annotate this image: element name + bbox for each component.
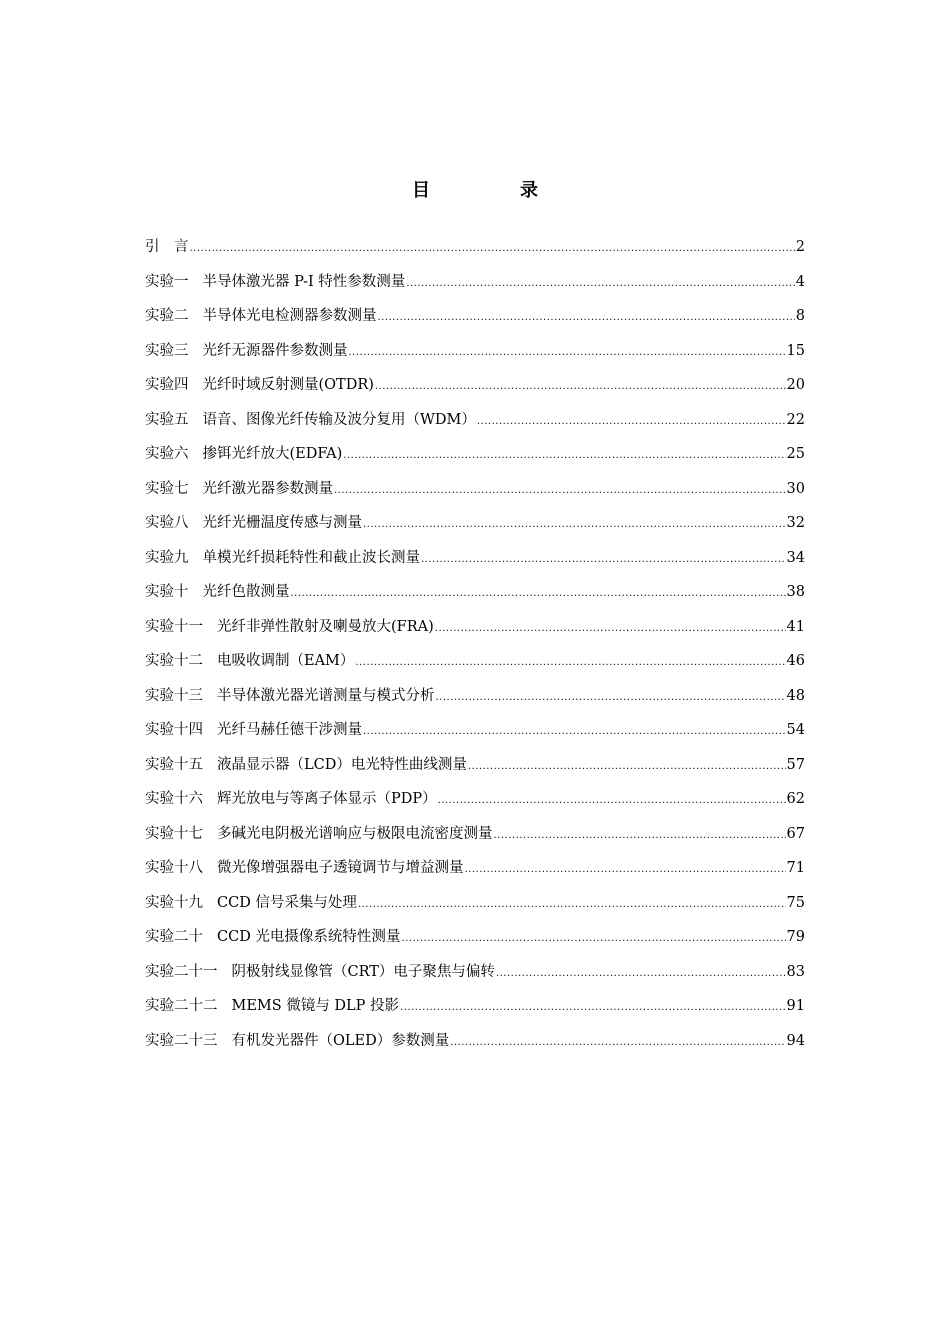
toc-entry-page-number: 41 (786, 618, 805, 635)
toc-entry[interactable] (145, 788, 805, 823)
toc-entry-number: 实验二 (145, 308, 189, 324)
toc-entry-title: 微光像增强器电子透镜调节与增益测量 (217, 860, 464, 876)
toc-entry-label (145, 685, 435, 707)
toc-entry-label (145, 1030, 449, 1052)
toc-entry[interactable] (145, 926, 805, 961)
toc-entry[interactable] (145, 961, 805, 996)
toc-entry-page-number: 22 (786, 411, 805, 428)
title-right-char: 录 (520, 180, 538, 201)
toc-entry-number: 实验二十一 (145, 963, 218, 980)
dot-leader (468, 756, 786, 778)
toc-entry-title: 光纤时域反射测量(OTDR) (202, 377, 374, 393)
toc-entry[interactable] (145, 305, 805, 340)
toc-entry-number: 实验五 (145, 411, 189, 428)
toc-entry-title: 语音、图像光纤传输及波分复用（WDM） (202, 411, 476, 428)
toc-entry-number: 实验十七 (145, 825, 203, 842)
dot-leader (355, 652, 785, 674)
toc-entry-label (145, 547, 420, 569)
toc-entry-label (145, 374, 374, 396)
dot-leader (421, 549, 786, 571)
toc-entry[interactable] (145, 892, 805, 927)
toc-entry-label (145, 650, 354, 672)
toc-entry[interactable] (145, 616, 805, 651)
dot-leader (363, 514, 786, 536)
toc-entry-number: 实验十八 (145, 860, 203, 876)
toc-entry-label (145, 857, 464, 879)
toc-entry-title: 液晶显示器（LCD）电光特性曲线测量 (217, 756, 467, 773)
toc-entry-title: 光纤光栅温度传感与测量 (202, 515, 362, 531)
toc-entry[interactable] (145, 374, 805, 409)
toc-entry-title: 阴极射线显像管（CRT）电子聚焦与偏转 (231, 963, 495, 980)
toc-entry[interactable] (145, 236, 805, 271)
toc-entry[interactable] (145, 443, 805, 478)
toc-entry[interactable] (145, 512, 805, 547)
toc-entry-label (145, 478, 333, 500)
toc-entry-title: 光纤无源器件参数测量 (202, 342, 348, 359)
toc-entry-page-number: 46 (786, 653, 805, 669)
dot-leader (401, 928, 785, 950)
toc-entry-label (145, 823, 493, 845)
toc-entry-page-number: 30 (786, 480, 805, 497)
toc-entry-page-number: 79 (786, 929, 805, 945)
toc-entry[interactable] (145, 857, 805, 892)
toc-entry-title: 半导体激光器 P-I 特性参数测量 (202, 273, 406, 290)
dot-leader (334, 480, 786, 502)
dot-leader (190, 238, 795, 260)
dot-leader (400, 997, 785, 1019)
toc-entry-title: 半导体激光器光谱测量与模式分析 (217, 687, 435, 704)
toc-entry[interactable] (145, 995, 805, 1030)
toc-entry-number: 实验四 (145, 377, 189, 393)
toc-entry[interactable] (145, 409, 805, 444)
toc-entry-page-number: 34 (786, 549, 805, 566)
dot-leader (494, 825, 786, 847)
toc-entry-title: 有机发光器件（OLED）参数测量 (231, 1032, 450, 1049)
dot-leader (406, 273, 794, 295)
toc-entry-label (145, 512, 362, 534)
toc-entry[interactable] (145, 685, 805, 720)
toc-entry-number: 实验十五 (145, 756, 203, 773)
toc-entry-title: 光纤色散测量 (202, 584, 290, 600)
toc-entry-number: 实验六 (145, 446, 189, 462)
toc-entry-page-number: 4 (795, 273, 805, 290)
toc-entry-page-number: 32 (786, 515, 805, 531)
dot-leader (291, 583, 786, 605)
toc-entry[interactable] (145, 581, 805, 616)
toc-entry-page-number: 57 (786, 756, 805, 773)
toc-entry-number: 引 言 (145, 239, 189, 255)
toc-entry-label (145, 719, 362, 741)
toc-entry-page-number: 62 (786, 791, 805, 807)
toc-entry-title: 光纤非弹性散射及喇曼放大(FRA) (217, 618, 434, 635)
dot-leader (438, 790, 786, 812)
toc-entry-number: 实验一 (145, 273, 189, 290)
toc-entry-title: 辉光放电与等离子体显示（PDP） (217, 791, 437, 807)
toc-entry[interactable] (145, 478, 805, 513)
toc-entry-page-number: 25 (786, 446, 805, 462)
dot-leader (349, 342, 786, 364)
toc-entry-label (145, 892, 357, 914)
toc-entry[interactable] (145, 340, 805, 375)
toc-entry-number: 实验七 (145, 480, 189, 497)
toc-entry-number: 实验三 (145, 342, 189, 359)
toc-entry[interactable] (145, 650, 805, 685)
toc-entry[interactable] (145, 719, 805, 754)
toc-entry-label (145, 409, 476, 431)
toc-entry-label (145, 271, 405, 293)
toc-entry-title: 电吸收调制（EAM） (217, 653, 355, 669)
toc-entry-title: 光纤马赫任德干涉测量 (217, 722, 362, 738)
toc-entry-label (145, 236, 189, 258)
table-of-contents (145, 236, 805, 1064)
toc-entry-number: 实验二十 (145, 929, 203, 945)
toc-entry-title: 多碱光电阴极光谱响应与极限电流密度测量 (217, 825, 493, 842)
toc-entry-page-number: 8 (795, 308, 805, 324)
toc-entry-label (145, 926, 400, 948)
toc-entry-label (145, 616, 434, 638)
dot-leader (363, 721, 786, 743)
toc-entry[interactable] (145, 823, 805, 858)
toc-entry-page-number: 54 (786, 722, 805, 738)
toc-entry-label (145, 443, 342, 465)
toc-entry-page-number: 75 (786, 894, 805, 911)
toc-entry-title: 掺铒光纤放大(EDFA) (202, 446, 343, 462)
dot-leader (496, 963, 786, 985)
toc-entry-number: 实验十九 (145, 894, 203, 911)
dot-leader (450, 1032, 785, 1054)
toc-entry-number: 实验十三 (145, 687, 203, 704)
toc-entry-title: CCD 光电摄像系统特性测量 (217, 929, 401, 945)
toc-entry[interactable] (145, 271, 805, 306)
toc-entry-title: 半导体光电检测器参数测量 (202, 308, 377, 324)
toc-entry-page-number: 2 (795, 239, 805, 255)
toc-entry-page-number: 15 (786, 342, 805, 359)
toc-entry-page-number: 48 (786, 687, 805, 704)
toc-entry-number: 实验十一 (145, 618, 203, 635)
toc-entry-label (145, 340, 348, 362)
toc-entry-label (145, 581, 290, 603)
toc-entry[interactable] (145, 754, 805, 789)
toc-entry-label (145, 961, 495, 983)
toc-entry-page-number: 67 (786, 825, 805, 842)
dot-leader (435, 618, 786, 640)
toc-entry-page-number: 91 (786, 998, 805, 1014)
toc-entry-number: 实验十六 (145, 791, 203, 807)
toc-entry-label (145, 754, 467, 776)
toc-entry-title: MEMS 微镜与 DLP 投影 (231, 998, 400, 1014)
dot-leader (375, 376, 786, 398)
dot-leader (343, 445, 785, 467)
toc-entry-page-number: 71 (786, 860, 805, 876)
toc-entry-label (145, 995, 399, 1017)
title-left-char: 目 (412, 180, 430, 201)
toc-entry-page-number: 94 (786, 1032, 805, 1049)
dot-leader (477, 411, 786, 433)
toc-entry-title: 光纤激光器参数测量 (202, 480, 333, 497)
dot-leader (436, 687, 786, 709)
dot-leader (358, 894, 786, 916)
page-title (0, 176, 950, 202)
toc-entry-title: 单模光纤损耗特性和截止波长测量 (202, 549, 420, 566)
toc-entry[interactable] (145, 547, 805, 582)
toc-entry-page-number: 38 (786, 584, 805, 600)
toc-entry-page-number: 20 (786, 377, 805, 393)
toc-entry-label (145, 305, 377, 327)
dot-leader (378, 307, 795, 329)
dot-leader (465, 859, 786, 881)
toc-entry-number: 实验二十三 (145, 1032, 218, 1049)
toc-entry-number: 实验九 (145, 549, 189, 566)
toc-entry-number: 实验十四 (145, 722, 203, 738)
toc-entry-page-number: 83 (786, 963, 805, 980)
toc-entry-number: 实验十 (145, 584, 189, 600)
toc-entry-number: 实验二十二 (145, 998, 218, 1014)
toc-entry-number: 实验十二 (145, 653, 203, 669)
toc-entry-number: 实验八 (145, 515, 189, 531)
toc-entry-title: CCD 信号采集与处理 (217, 894, 357, 911)
toc-entry[interactable] (145, 1030, 805, 1065)
toc-entry-label (145, 788, 437, 810)
